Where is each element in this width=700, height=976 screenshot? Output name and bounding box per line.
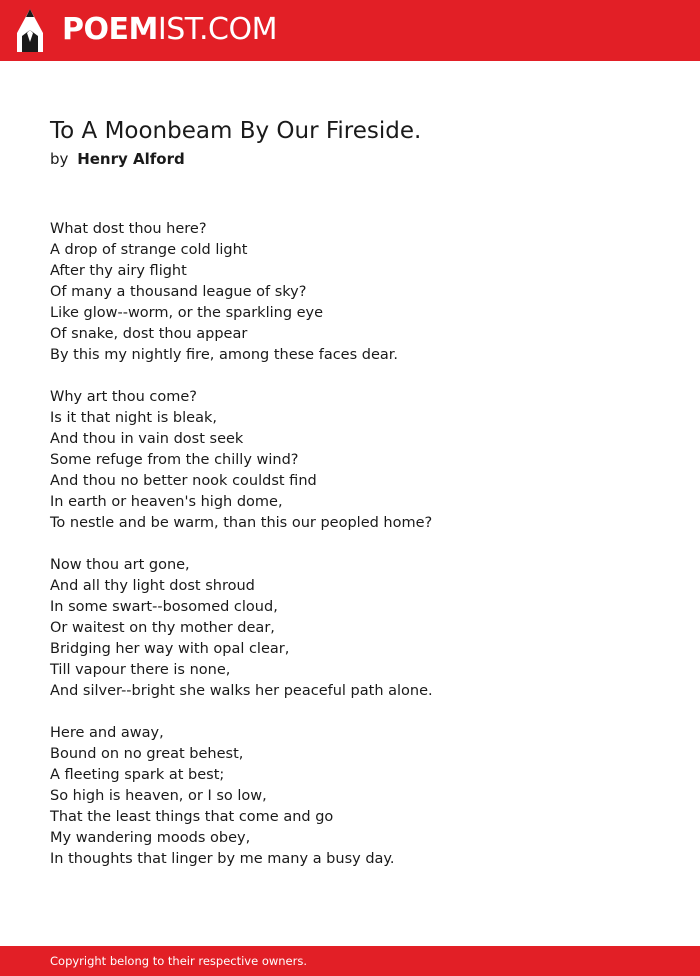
poem-line: To nestle and be warm, than this our peopled home?: [50, 515, 433, 531]
poem-line: That the least things that come and go: [50, 809, 334, 825]
poem-line: Now thou art gone,: [50, 557, 190, 573]
logo-light-text: IST.COM: [157, 12, 277, 47]
poem-line: And silver--bright she walks her peaceful path alone.: [50, 683, 433, 699]
poem-line: Bridging her way with opal clear,: [50, 641, 290, 657]
poem-line: After thy airy flight: [50, 263, 187, 279]
site-header: [0, 0, 700, 61]
poem-line: And thou no better nook couldst find: [50, 473, 317, 489]
poem-line: Here and away,: [50, 725, 164, 741]
poem-body: [50, 219, 670, 891]
poem-title: To A Moonbeam By Our Fireside.: [50, 118, 422, 144]
poem-line: In some swart--bosomed cloud,: [50, 599, 278, 615]
pencil-icon[interactable]: [17, 9, 43, 52]
poem-line: Till vapour there is none,: [50, 662, 231, 678]
copyright-notice: Copyright belong to their respective owners.: [50, 954, 308, 968]
stanza: [50, 723, 670, 870]
poem-line: Why art thou come?: [50, 389, 197, 405]
poem-line: And all thy light dost shroud: [50, 578, 255, 594]
poem-line: Bound on no great behest,: [50, 746, 244, 762]
poem-line: Some refuge from the chilly wind?: [50, 452, 299, 468]
author-name[interactable]: Henry Alford: [77, 150, 185, 168]
poem-line: By this my nightly fire, among these faces dear.: [50, 347, 399, 363]
poem-line: Or waitest on thy mother dear,: [50, 620, 275, 636]
byline: [50, 148, 185, 170]
poem-line: Of many a thousand league of sky?: [50, 284, 307, 300]
poem-line: Of snake, dost thou appear: [50, 326, 248, 342]
poem-line: Like glow--worm, or the sparkling eye: [50, 305, 324, 321]
poem-line: A fleeting spark at best;: [50, 767, 225, 783]
poem-line: And thou in vain dost seek: [50, 431, 244, 447]
site-logo[interactable]: [62, 12, 277, 48]
poem-line: What dost thou here?: [50, 221, 207, 237]
poem-line: So high is heaven, or I so low,: [50, 788, 267, 804]
by-label: by: [50, 150, 69, 168]
poem-line: Is it that night is bleak,: [50, 410, 217, 426]
poem-line: My wandering moods obey,: [50, 830, 251, 846]
stanza: [50, 219, 670, 366]
logo-bold-text: POEM: [62, 12, 158, 47]
stanza: [50, 555, 670, 702]
poem-line: A drop of strange cold light: [50, 242, 248, 258]
poem-line: In earth or heaven's high dome,: [50, 494, 283, 510]
site-footer: [0, 946, 700, 976]
stanza: [50, 387, 670, 534]
poem-line: In thoughts that linger by me many a busy day.: [50, 851, 395, 867]
